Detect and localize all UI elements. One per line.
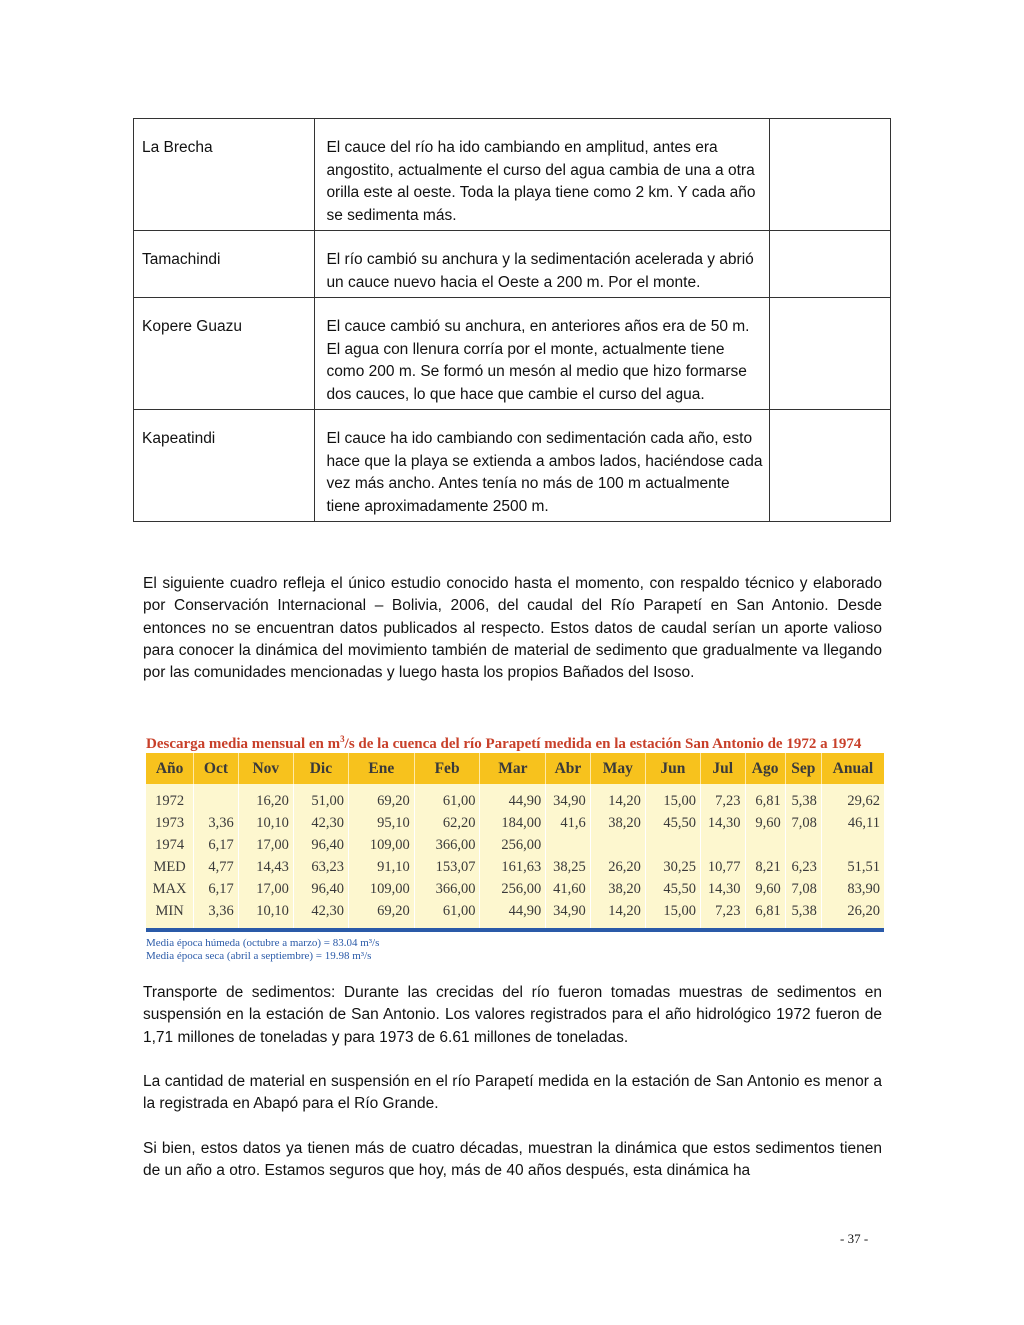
table-cell: 44,90	[480, 784, 546, 812]
column-header: Nov	[238, 753, 293, 784]
table-cell: 17,00	[238, 834, 293, 856]
table-cell: 41,60	[546, 878, 591, 900]
place-description: El cauce del río ha ido cambiando en amplitud, antes era angostito, actualmente el curso del agua cambia de una a otra orilla este al oeste. Toda la playa tiene como 2 km. Y cada año se sedimenta más.	[315, 119, 770, 231]
table-cell: 14,43	[238, 856, 293, 878]
place-description: El cauce ha ido cambiando con sedimentación cada año, esto hace que la playa se extienda a ambos lados, haciéndose cada vez más ancho. Antes tenía no más de 100 m actualmente tiene aproximadamente 2500 m.	[315, 410, 770, 522]
table-cell: 41,6	[546, 812, 591, 834]
column-header: Jul	[700, 753, 745, 784]
discharge-header-row	[146, 753, 884, 784]
table-cell	[745, 834, 785, 856]
row-label: 1974	[146, 834, 194, 856]
table-cell: 63,23	[293, 856, 348, 878]
empty-cell	[770, 119, 891, 231]
table-cell	[590, 834, 645, 856]
column-header: Ene	[348, 753, 414, 784]
table-cell: 3,36	[194, 900, 239, 928]
table-cell	[700, 834, 745, 856]
table-cell: 44,90	[480, 900, 546, 928]
column-header: Feb	[414, 753, 480, 784]
table-row	[146, 856, 884, 878]
table-cell: 42,30	[293, 812, 348, 834]
row-label: MED	[146, 856, 194, 878]
table-cell: 6,17	[194, 878, 239, 900]
column-header: Jun	[645, 753, 700, 784]
table-cell: 256,00	[480, 878, 546, 900]
table-cell: 38,25	[546, 856, 591, 878]
table-cell: 26,20	[821, 900, 884, 928]
dynamics-paragraph: Si bien, estos datos ya tienen más de cuatro décadas, muestran la dinámica que estos sedimentos tienen de un año a otro. Estamos seguros que hoy, más de 40 años después, esta dinámica ha	[143, 1140, 882, 1180]
table-cell: 6,23	[785, 856, 821, 878]
row-label: MAX	[146, 878, 194, 900]
table-cell	[645, 834, 700, 856]
table-cell: 14,20	[590, 900, 645, 928]
table-cell: 8,21	[745, 856, 785, 878]
table-cell: 51,00	[293, 784, 348, 812]
table-cell	[821, 834, 884, 856]
table-cell	[785, 834, 821, 856]
place-description: El cauce cambió su anchura, en anteriores años era de 50 m. El agua con llenura corría por el monte, actualmente tiene como 200 m. Se formó un mesón al medio que hizo formarse dos cauces, lo que hace que cambie el curso del agua.	[315, 298, 770, 410]
table-cell: 38,20	[590, 812, 645, 834]
page-number: - 37 -	[840, 1231, 869, 1246]
table-cell: 17,00	[238, 878, 293, 900]
table-cell: 45,50	[645, 878, 700, 900]
table-row	[146, 900, 884, 928]
table-cell: 61,00	[414, 784, 480, 812]
table-cell: 69,20	[348, 784, 414, 812]
table-cell: 15,00	[645, 900, 700, 928]
table-cell: 6,81	[745, 784, 785, 812]
table-cell: 26,20	[590, 856, 645, 878]
table-cell: 29,62	[821, 784, 884, 812]
note-wet-season: Media época húmeda (octubre a marzo) = 83.04 m³/s	[146, 937, 380, 949]
table-cell: 153,07	[414, 856, 480, 878]
table-cell	[194, 784, 239, 812]
empty-cell	[770, 298, 891, 410]
row-label: MIN	[146, 900, 194, 928]
table-cell: 4,77	[194, 856, 239, 878]
table-cell: 109,00	[348, 834, 414, 856]
row-label: 1972	[146, 784, 194, 812]
place-name: La Brecha	[134, 119, 315, 231]
sediment-transport-paragraph: Transporte de sedimentos: Durante las crecidas del río fueron tomadas muestras de sedimentos en suspensión en la estación de San Antonio. Los valores registrados para el año hidrológico 1972 fueron de 1,71 millones de toneladas y para 1973 de 6.61 millones de toneladas.	[143, 984, 882, 1046]
table-cell: 42,30	[293, 900, 348, 928]
table-cell: 9,60	[745, 878, 785, 900]
table-cell: 61,00	[414, 900, 480, 928]
suspension-paragraph: La cantidad de material en suspensión en el río Parapetí medida en la estación de San Antonio es menor a la registrada en Abapó para el Río Grande.	[143, 1073, 882, 1113]
column-header: Ago	[745, 753, 785, 784]
table-cell: 14,30	[700, 812, 745, 834]
table-cell	[546, 834, 591, 856]
table-cell: 34,90	[546, 900, 591, 928]
table-row	[134, 410, 891, 522]
place-name: Kapeatindi	[134, 410, 315, 522]
table-cell: 62,20	[414, 812, 480, 834]
table-cell: 14,20	[590, 784, 645, 812]
column-header: May	[590, 753, 645, 784]
table-cell: 38,20	[590, 878, 645, 900]
table-cell: 9,60	[745, 812, 785, 834]
discharge-table-title: Descarga media mensual en $m^3/s$ de la cuenca del río Parapetí medida en la estación San Antonio de 1972 a 1974	[146, 734, 862, 752]
place-name: Kopere Guazu	[134, 298, 315, 410]
places-table	[133, 118, 891, 522]
place-name: Tamachindi	[134, 231, 315, 298]
table-cell: 5,38	[785, 900, 821, 928]
table-cell: 96,40	[293, 834, 348, 856]
table-cell: 83,90	[821, 878, 884, 900]
table-cell: 7,08	[785, 812, 821, 834]
table-row	[134, 298, 891, 410]
table-row	[134, 119, 891, 231]
table-cell: 6,81	[745, 900, 785, 928]
table-cell: 6,17	[194, 834, 239, 856]
table-row	[146, 878, 884, 900]
table-cell: 5,38	[785, 784, 821, 812]
table-cell: 161,63	[480, 856, 546, 878]
empty-cell	[770, 231, 891, 298]
table-cell: 184,00	[480, 812, 546, 834]
table-cell: 34,90	[546, 784, 591, 812]
row-label: 1973	[146, 812, 194, 834]
table-cell: 7,23	[700, 900, 745, 928]
column-header: Oct	[194, 753, 239, 784]
table-cell: 7,08	[785, 878, 821, 900]
table-row	[134, 231, 891, 298]
empty-cell	[770, 410, 891, 522]
table-cell: 15,00	[645, 784, 700, 812]
place-description: El río cambió su anchura y la sedimentación acelerada y abrió un cauce nuevo hacia el Oeste a 200 m. Por el monte.	[315, 231, 770, 298]
table-cell: 10,10	[238, 900, 293, 928]
figure-rule	[146, 928, 884, 932]
table-cell: 10,77	[700, 856, 745, 878]
table-cell: 16,20	[238, 784, 293, 812]
table-cell: 69,20	[348, 900, 414, 928]
table-cell: 46,11	[821, 812, 884, 834]
discharge-table	[146, 753, 884, 928]
table-row	[146, 784, 884, 812]
table-row	[146, 812, 884, 834]
discharge-figure	[146, 725, 884, 962]
column-header: Mar	[480, 753, 546, 784]
table-cell: 95,10	[348, 812, 414, 834]
table-cell: 366,00	[414, 878, 480, 900]
table-cell: 91,10	[348, 856, 414, 878]
note-dry-season: Media época seca (abril a septiembre) = 19.98 m³/s	[146, 949, 372, 962]
table-cell: 3,36	[194, 812, 239, 834]
table-cell: 10,10	[238, 812, 293, 834]
intro-paragraph: El siguiente cuadro refleja el único estudio conocido hasta el momento, con respaldo técnico y elaborado por Conservación Internacional – Bolivia, 2006, del caudal del Río Parapetí en San Antonio. Desde entonces no se encuentran datos publicados al respecto. Estos datos de caudal serían un aporte valioso para conocer la dinámica del movimiento también de material de sedimento que gradualmente va llegando por las comunidades mencionadas y luego hasta los propios Bañados del Isoso.	[143, 575, 882, 682]
table-cell: 30,25	[645, 856, 700, 878]
table-cell: 45,50	[645, 812, 700, 834]
table-cell: 96,40	[293, 878, 348, 900]
column-header: Abr	[546, 753, 591, 784]
table-cell: 109,00	[348, 878, 414, 900]
column-header: Sep	[785, 753, 821, 784]
table-row	[146, 834, 884, 856]
column-header: Dic	[293, 753, 348, 784]
column-header: Anual	[821, 753, 884, 784]
table-cell: 7,23	[700, 784, 745, 812]
column-header: Año	[146, 753, 194, 784]
table-cell: 14,30	[700, 878, 745, 900]
figure-notes	[146, 937, 884, 962]
table-cell: 256,00	[480, 834, 546, 856]
table-cell: 51,51	[821, 856, 884, 878]
table-cell: 366,00	[414, 834, 480, 856]
